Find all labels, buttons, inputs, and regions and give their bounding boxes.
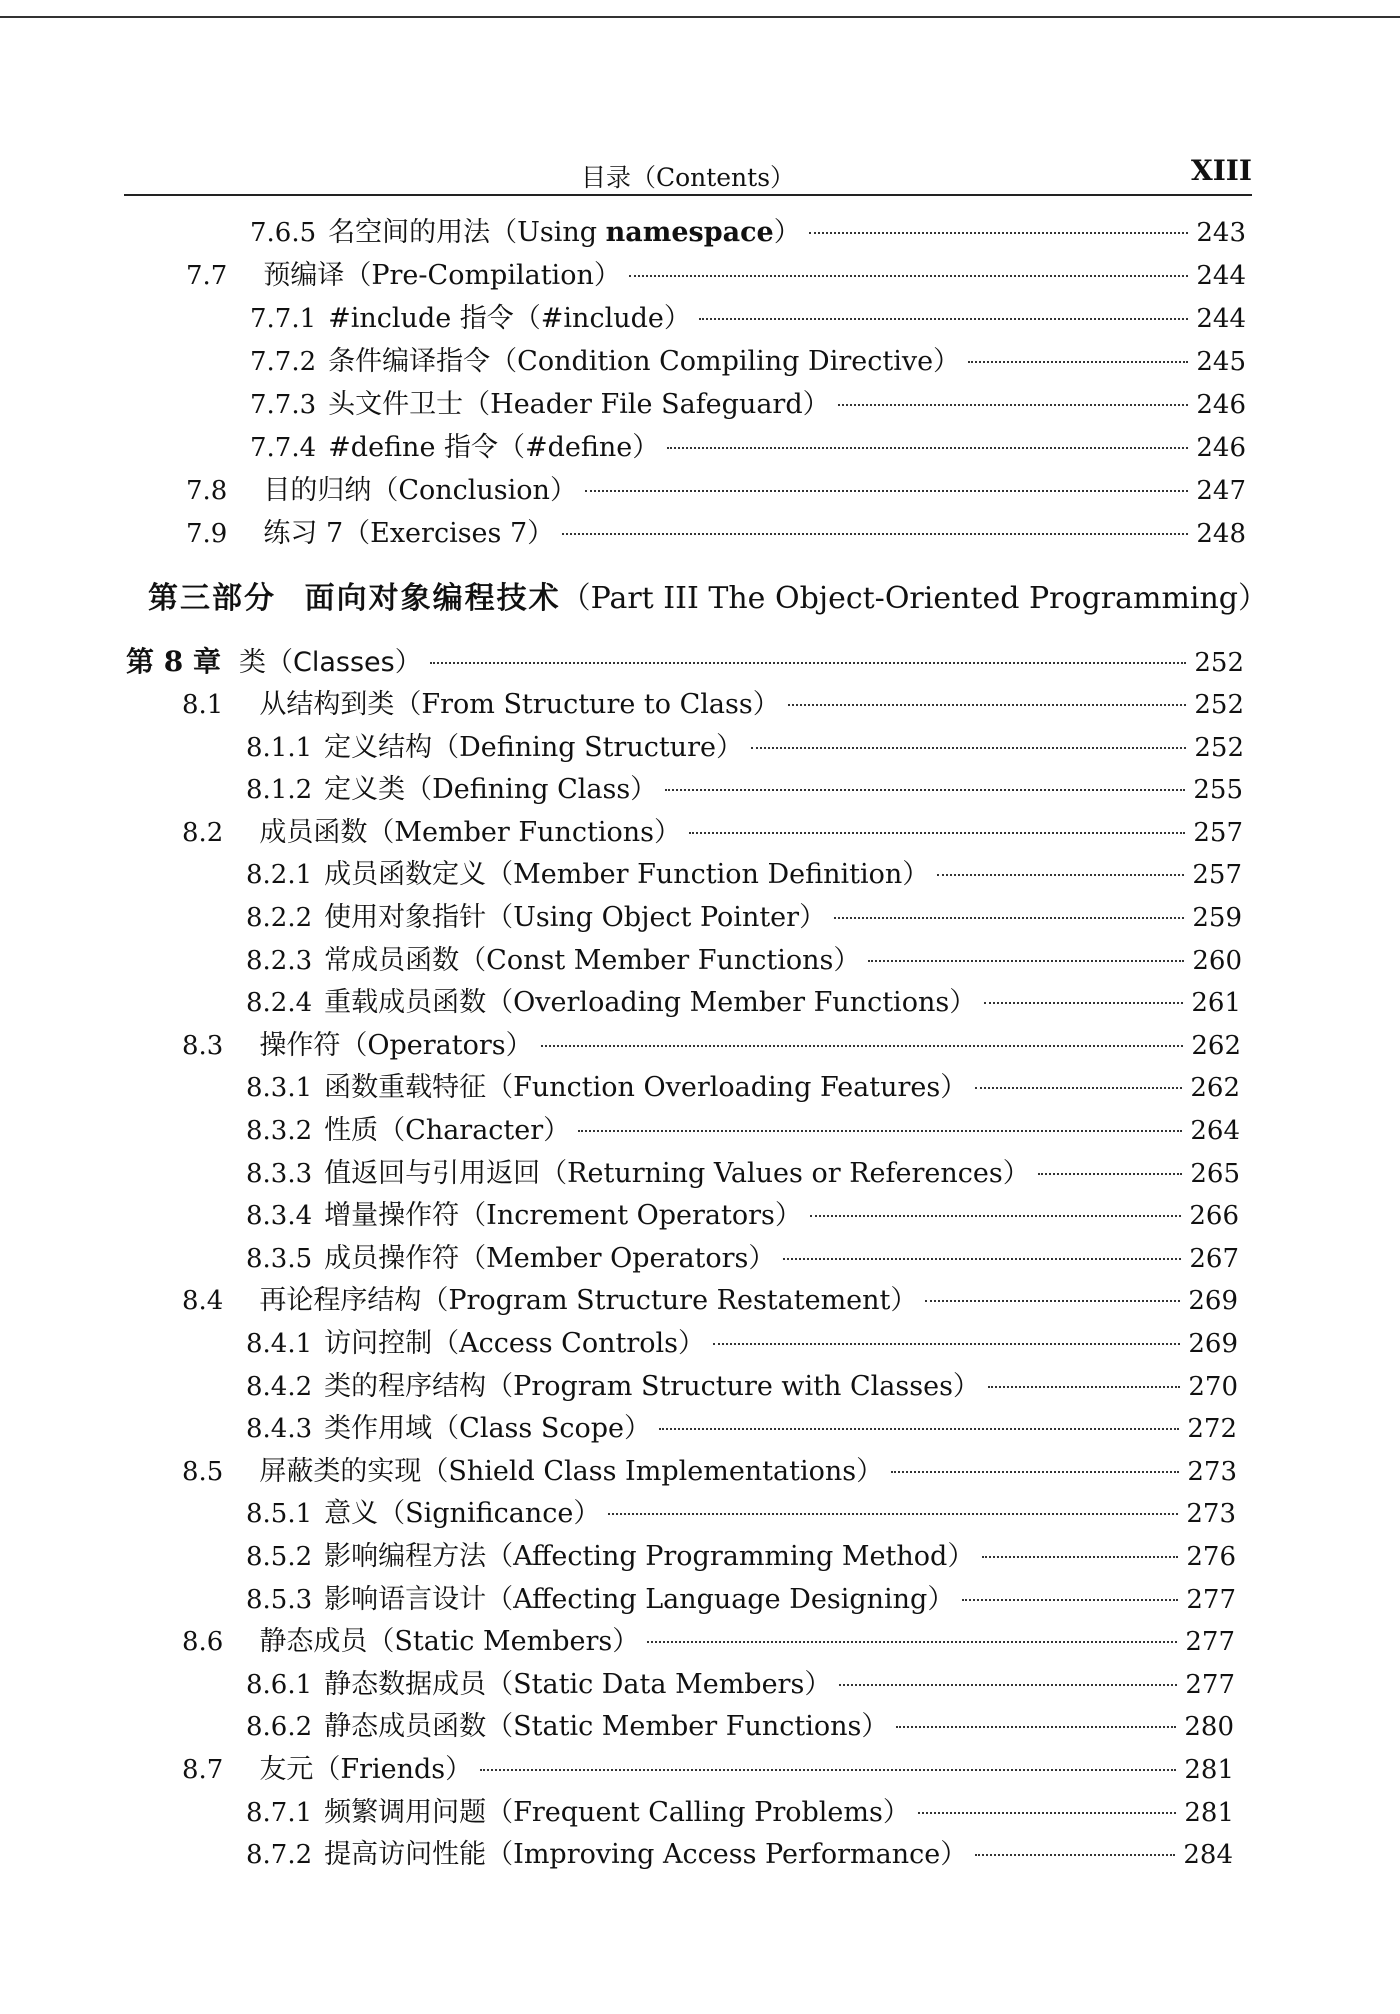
dot-leader: [430, 662, 1187, 664]
dot-leader: [809, 232, 1189, 234]
toc-entry-8-2-4: [246, 982, 1241, 1024]
dot-leader: [937, 874, 1184, 876]
toc-entry-8-3-5: [246, 1238, 1239, 1280]
dot-leader: [699, 318, 1189, 320]
entry-title: 成员操作符（Member Operators）: [324, 1242, 776, 1274]
entry-title: 使用对象指针（Using Object Pointer）: [324, 902, 827, 933]
entry-page: 281: [1184, 1797, 1234, 1828]
entry-title: 增量操作符（Increment Operators）: [324, 1200, 802, 1232]
toc-entry-8-7-1: [246, 1792, 1234, 1834]
toc-entry-8-2-1: [246, 854, 1242, 896]
dot-leader: [810, 1215, 1181, 1217]
header-title: 目录（Contents）: [580, 163, 796, 192]
entry-page: 267: [1189, 1243, 1239, 1274]
entry-number: 8.2.3: [246, 945, 313, 976]
entry-page: 244: [1196, 261, 1246, 291]
dot-leader: [891, 1471, 1179, 1473]
dot-leader: [713, 1343, 1180, 1345]
entry-page: 265: [1190, 1158, 1240, 1189]
toc-entry-8-2: [182, 812, 1243, 854]
entry-page: 248: [1196, 519, 1246, 549]
entry-number: 7.7.3: [250, 390, 317, 420]
chapter-number: 第 8 章: [126, 645, 221, 678]
dot-leader: [689, 832, 1185, 834]
toc-entry-8-3-3: [246, 1153, 1240, 1195]
entry-number: 8.3.4: [246, 1201, 313, 1232]
toc-entry-7-7-3: [250, 384, 1246, 426]
entry-number: 8.4.2: [246, 1371, 313, 1402]
dot-leader: [975, 1087, 1182, 1089]
dot-leader: [667, 447, 1188, 449]
part-title-en: （Part III The Object-Oriented Programming）: [560, 581, 1269, 616]
dot-leader: [962, 1599, 1178, 1601]
part-title-cn: 面向对象编程技术: [304, 581, 561, 616]
entry-page: 262: [1191, 1030, 1241, 1061]
entry-page: 284: [1183, 1840, 1233, 1871]
entry-number: 8.3.1: [246, 1073, 313, 1104]
entry-page: 252: [1194, 732, 1244, 763]
entry-title: 重载成员函数（Overloading Member Functions）: [324, 987, 977, 1019]
toc-entry-7-7-4: [250, 427, 1246, 469]
entry-page: 243: [1196, 218, 1246, 248]
entry-number: 8.3.5: [246, 1243, 313, 1274]
dot-leader: [968, 361, 1188, 363]
entry-title: 影响语言设计（Affecting Language Designing）: [324, 1583, 955, 1615]
entry-number: 8.7.2: [246, 1840, 313, 1871]
toc-entry-8-6-2: [246, 1706, 1234, 1748]
entry-title: 访问控制（Access Controls）: [324, 1328, 705, 1359]
toc-entry-8-5-3: [246, 1579, 1236, 1621]
entry-page: 269: [1188, 1329, 1238, 1359]
entry-title: 预编译（Pre-Compilation）: [263, 260, 621, 291]
toc-entry-8-5: [182, 1451, 1237, 1493]
entry-page: 266: [1189, 1201, 1239, 1232]
dot-leader: [839, 1684, 1177, 1686]
entry-page: 277: [1185, 1669, 1235, 1700]
entry-number: 8.6.1: [246, 1669, 313, 1700]
toc-entry-8-3: [182, 1025, 1241, 1067]
entry-number: 8.2: [182, 817, 224, 848]
entry-page: 264: [1190, 1116, 1240, 1146]
dot-leader: [480, 1769, 1176, 1771]
entry-page: 255: [1193, 775, 1243, 806]
entry-number: 8.2.1: [246, 860, 313, 891]
toc-entry-8-6-1: [246, 1664, 1235, 1706]
entry-title: 类的程序结构（Program Structure with Classes）: [324, 1370, 980, 1402]
entry-number: 8.3.2: [246, 1116, 313, 1146]
toc-entry-8-5-1: [246, 1493, 1236, 1535]
toc-entry-8-7-2: [246, 1834, 1233, 1876]
part-heading: [148, 576, 1268, 622]
entry-number: 8.1: [182, 690, 224, 720]
entry-title: 成员函数定义（Member Function Definition）: [324, 859, 930, 891]
entry-title: 提高访问性能（Improving Access Performance）: [324, 1839, 968, 1871]
dot-leader: [982, 1556, 1178, 1558]
entry-number: 8.5.1: [246, 1499, 313, 1530]
toc-entry-8-2-2: [246, 897, 1242, 939]
dot-leader: [562, 533, 1188, 535]
dot-leader: [751, 747, 1186, 749]
dot-leader: [629, 275, 1189, 277]
entry-page: 272: [1187, 1414, 1237, 1445]
entry-number: 7.7.1: [250, 304, 317, 334]
part-label: 第三部分: [148, 581, 276, 616]
entry-title: 再论程序结构（Program Structure Restatement）: [259, 1285, 918, 1317]
entry-title: 定义类（Defining Class）: [324, 774, 658, 806]
entry-number: 8.5.2: [246, 1542, 313, 1572]
entry-page: 277: [1186, 1584, 1236, 1615]
dot-leader: [541, 1045, 1184, 1047]
dot-leader: [585, 490, 1188, 492]
toc-entry-8-5-2: [246, 1536, 1236, 1578]
entry-title: 名空间的用法（Using namespace）: [328, 217, 801, 248]
dot-leader: [783, 1258, 1181, 1260]
toc-entry-8-3-4: [246, 1195, 1239, 1237]
entry-number: 7.7.4: [250, 433, 317, 463]
entry-number: 8.6: [182, 1627, 224, 1658]
toc-entry-8-4-3: [246, 1408, 1237, 1450]
entry-title: 值返回与引用返回（Returning Values or References）: [324, 1157, 1030, 1189]
entry-title: 影响编程方法（Affecting Programming Method）: [324, 1541, 975, 1572]
entry-title: 操作符（Operators）: [259, 1029, 533, 1061]
entry-title: 条件编译指令（Condition Compiling Directive）: [328, 346, 961, 377]
dot-leader: [918, 1812, 1177, 1814]
entry-page: 262: [1190, 1073, 1240, 1104]
entry-page: 277: [1185, 1627, 1235, 1658]
dot-leader: [988, 1386, 1180, 1388]
entry-number: 8.5.3: [246, 1584, 313, 1615]
entry-title: 屏蔽类的实现（Shield Class Implementations）: [259, 1455, 884, 1487]
dot-leader: [984, 1002, 1183, 1004]
entry-page: 257: [1192, 860, 1242, 891]
entry-number: 7.9: [186, 519, 228, 549]
entry-page: 246: [1196, 433, 1246, 463]
entry-title: #define 指令（#define）: [328, 432, 660, 463]
entry-page: 269: [1188, 1286, 1238, 1317]
entry-number: 8.1.1: [246, 732, 313, 763]
dot-leader: [1038, 1173, 1183, 1175]
entry-title: 意义（Significance）: [324, 1498, 601, 1530]
entry-title: 静态成员（Static Members）: [259, 1626, 640, 1658]
toc-chapter-8: [126, 641, 1244, 683]
toc-entry-8-4: [182, 1280, 1238, 1322]
dot-leader: [838, 404, 1189, 406]
dot-leader: [659, 1428, 1179, 1430]
entry-page: 261: [1191, 988, 1241, 1019]
entry-title: 类作用域（Class Scope）: [324, 1413, 651, 1445]
entry-number: 8.1.2: [246, 775, 313, 806]
chapter-page: 252: [1194, 648, 1244, 678]
toc-entry-8-1-1: [246, 727, 1244, 769]
toc-entry-7-9: [186, 513, 1246, 555]
entry-number: 8.2.4: [246, 988, 313, 1019]
dot-leader: [868, 960, 1184, 962]
dot-leader: [578, 1130, 1182, 1132]
entry-page: 245: [1196, 347, 1246, 377]
entry-page: 257: [1193, 817, 1243, 848]
dot-leader: [665, 789, 1185, 791]
dot-leader: [608, 1513, 1178, 1515]
dot-leader: [896, 1726, 1176, 1728]
entry-title: 目的归纳（Conclusion）: [263, 475, 577, 506]
entry-page: 273: [1187, 1456, 1237, 1487]
entry-number: 7.8: [186, 476, 228, 506]
entry-title: 常成员函数（Const Member Functions）: [324, 944, 861, 976]
entry-page: 280: [1184, 1712, 1234, 1743]
entry-number: 7.7.2: [250, 347, 317, 377]
entry-number: 7.7: [186, 261, 228, 291]
entry-page: 244: [1196, 304, 1246, 334]
entry-title: #include 指令（#include）: [328, 303, 691, 334]
entry-number: 8.3.3: [246, 1158, 313, 1189]
entry-title: 静态成员函数（Static Member Functions）: [324, 1711, 889, 1743]
entry-title: 从结构到类（From Structure to Class）: [259, 689, 780, 720]
entry-number: 8.4.1: [246, 1329, 313, 1359]
entry-page: 246: [1196, 390, 1246, 420]
toc-entry-8-6: [182, 1621, 1235, 1663]
toc-entry-8-4-1: [246, 1323, 1238, 1365]
toc-entry-7-8: [186, 470, 1246, 512]
entry-page: 270: [1188, 1371, 1238, 1402]
entry-page: 259: [1192, 903, 1242, 933]
toc-entry-7-7-2: [250, 341, 1246, 383]
toc-entry-7-7: [186, 255, 1246, 297]
entry-page: 276: [1186, 1542, 1236, 1572]
dot-leader: [647, 1641, 1177, 1643]
entry-title: 成员函数（Member Functions）: [259, 816, 681, 848]
entry-title: 定义结构（Defining Structure）: [324, 731, 743, 763]
chapter-title: 类（Classes）: [238, 647, 422, 678]
dot-leader: [975, 1854, 1175, 1856]
toc-entry-8-3-1: [246, 1067, 1240, 1109]
entry-page: 281: [1184, 1755, 1234, 1785]
toc-entry-8-7: [182, 1749, 1234, 1791]
entry-number: 8.7.1: [246, 1797, 313, 1828]
toc-entry-8-1: [182, 684, 1244, 726]
entry-title: 头文件卫士（Header File Safeguard）: [328, 389, 830, 420]
entry-number: 8.3: [182, 1030, 224, 1061]
toc-entry-8-1-2: [246, 769, 1243, 811]
entry-title: 静态数据成员（Static Data Members）: [324, 1668, 832, 1700]
entry-title: 友元（Friends）: [259, 1754, 473, 1785]
entry-page: 260: [1192, 945, 1242, 976]
dot-leader: [788, 704, 1187, 706]
entry-number: 8.2.2: [246, 903, 313, 933]
toc-entry-8-3-2: [246, 1110, 1240, 1152]
entry-number: 8.4.3: [246, 1414, 313, 1445]
entry-number: 8.6.2: [246, 1712, 313, 1743]
toc-entry-7-6-5: [250, 212, 1246, 254]
toc-entry-8-4-2: [246, 1366, 1238, 1408]
entry-title: 函数重载特征（Function Overloading Features）: [324, 1072, 968, 1104]
entry-title: 频繁调用问题（Frequent Calling Problems）: [324, 1796, 910, 1828]
entry-title: 性质（Character）: [324, 1115, 571, 1146]
entry-number: 8.5: [182, 1456, 224, 1487]
dot-leader: [834, 917, 1184, 919]
entry-page: 273: [1186, 1499, 1236, 1530]
toc-entry-7-7-1: [250, 298, 1246, 340]
entry-page: 247: [1196, 476, 1246, 506]
entry-number: 8.4: [182, 1286, 224, 1317]
dot-leader: [925, 1300, 1180, 1302]
header-page-number: XIII: [1190, 154, 1252, 187]
entry-page: 252: [1194, 690, 1244, 720]
entry-number: 8.7: [182, 1755, 224, 1785]
toc-entry-8-2-3: [246, 940, 1242, 982]
entry-title: 练习 7（Exercises 7）: [263, 518, 555, 549]
entry-number: 7.6.5: [250, 218, 317, 248]
